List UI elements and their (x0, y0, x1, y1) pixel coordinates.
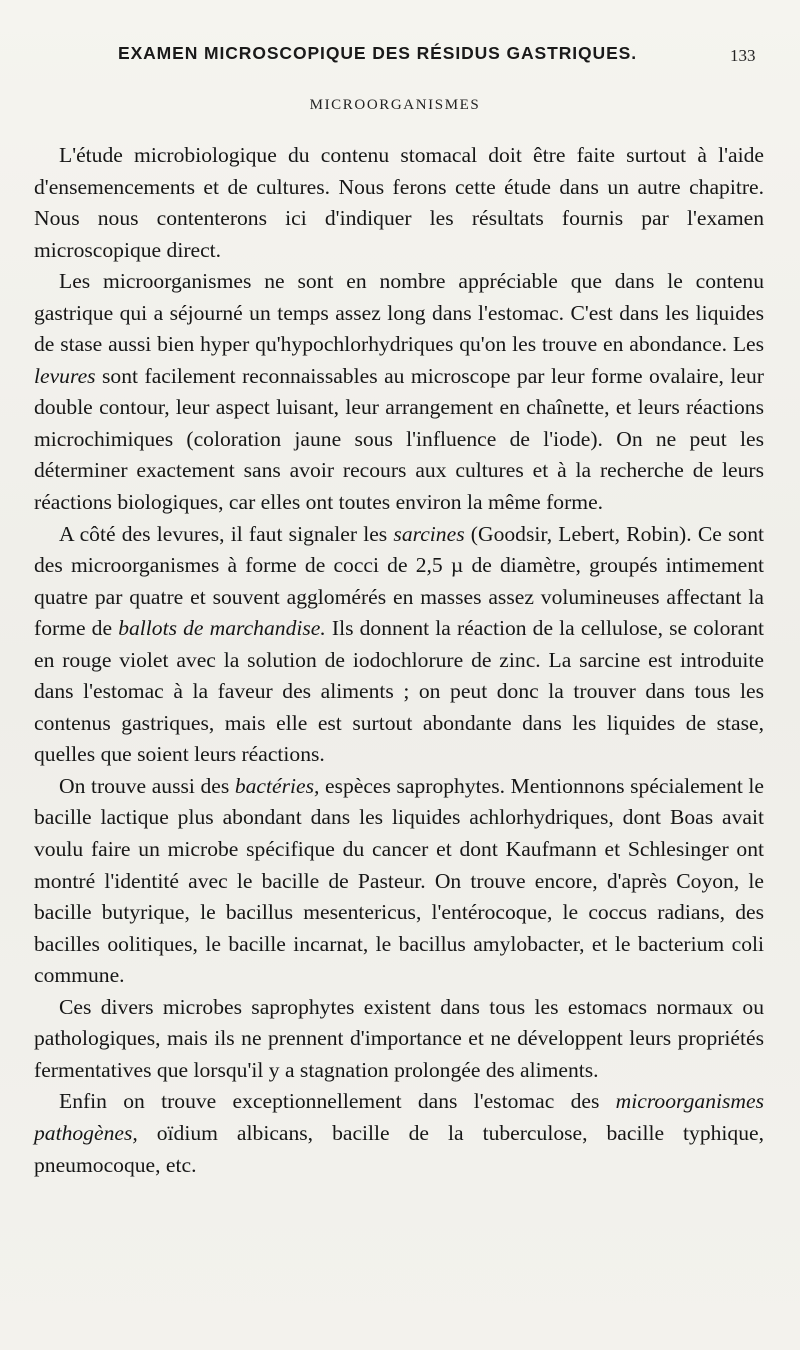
term-pathogenes: microorganismes pathogènes, (34, 1089, 764, 1145)
running-head: EXAMEN MICROSCOPIQUE DES RÉSIDUS GASTRIQUES. (118, 43, 637, 63)
text-run: A côté des levures, il faut signaler les (59, 521, 394, 546)
paragraph-intro: L'étude microbiologique du contenu stomacal doit être faite surtout à l'aide d'ensemencements et de cultures. Nous ferons cette étude dans un autre chapitre. Nous nous contenterons ici d'indiquer les résultats fournis par l'examen microscopique direct. (34, 143, 764, 262)
page-number: 133 (730, 46, 756, 65)
paragraph-saprophytes: Ces divers microbes saprophytes existent dans tous les estomacs normaux ou pathologiques, mais ils ne prennent d'importance et ne développent leurs propriétés fermentatives que lorsqu'il y a stagnation prolongée des aliments. (34, 994, 764, 1082)
body-text (34, 140, 764, 1181)
text-run: (Goodsir, Lebert, Robin). Ce sont des microorganismes à forme de cocci de 2,5 µ de diamètre, groupés intimement quatre par quatre et souvent agglomérés en masses assez volumineuses affectant la forme de (34, 521, 765, 641)
term-bacteries: bactéries, (234, 773, 320, 798)
text-run: espèces saprophytes. Mentionnons spécialement le bacille lactique plus abondant dans les liquides achlorhydriques, dont Boas avait voulu faire un microbe spécifique du cancer et dont Kaufmann et Schlesinger ont montré l'identité avec le bacille de Pasteur. On trouve encore, d'après Coyon, le bacille butyrique, le bacillus mesentericus, l'entérocoque, le coccus radians, des bacilles oolitiques, le bacille incarnat, le bacillus amylobacter, et le bacterium coli commune. (34, 773, 765, 988)
text-run: Les microorganismes ne sont en nombre appréciable que dans le contenu gastrique qui a séjourné un temps assez long dans l'estomac. C'est dans les liquides de stase aussi bien hyper qu'hypochlorhydriques qu'on les trouve en abondance. Les (34, 269, 764, 357)
term-levures: levures (34, 363, 96, 388)
term-ballots: ballots de marchandise. (118, 616, 326, 641)
paragraph-bacteries (34, 771, 764, 992)
paragraph-levures (34, 266, 764, 518)
text-run: On trouve aussi des (59, 773, 235, 798)
text-run: oïdium albicans, bacille de la tuberculose, bacille typhique, pneumocoque, etc. (34, 1120, 764, 1177)
section-title: MICROORGANISMES (309, 97, 481, 113)
text-run: Ils donnent la réaction de la cellulose, se colorant en rouge violet avec la solution de iodochlorure de zinc. La sarcine est introduite dans l'estomac à la faveur des aliments ; on peut donc la trouver dans tous les contenus gastriques, mais elle est surtout abondante dans les liquides de stase, quelles que soient leurs réactions. (34, 616, 764, 767)
paragraph-pathogenes (34, 1086, 764, 1181)
text-run: Enfin on trouve exceptionnellement dans l'estomac des (59, 1089, 616, 1114)
term-sarcines: sarcines (393, 521, 465, 546)
paragraph-sarcines (34, 519, 764, 771)
text-run: sont facilement reconnaissables au microscope par leur forme ovalaire, leur double contour, leur aspect luisant, leur arrangement en chaînette, et leurs réactions microchimiques (coloration jaune sous l'influence de l'iode). On ne peut les déterminer exactement sans avoir recours aux cultures et à la recherche de leurs réactions biologiques, car elles ont toutes environ la même forme. (34, 363, 764, 515)
